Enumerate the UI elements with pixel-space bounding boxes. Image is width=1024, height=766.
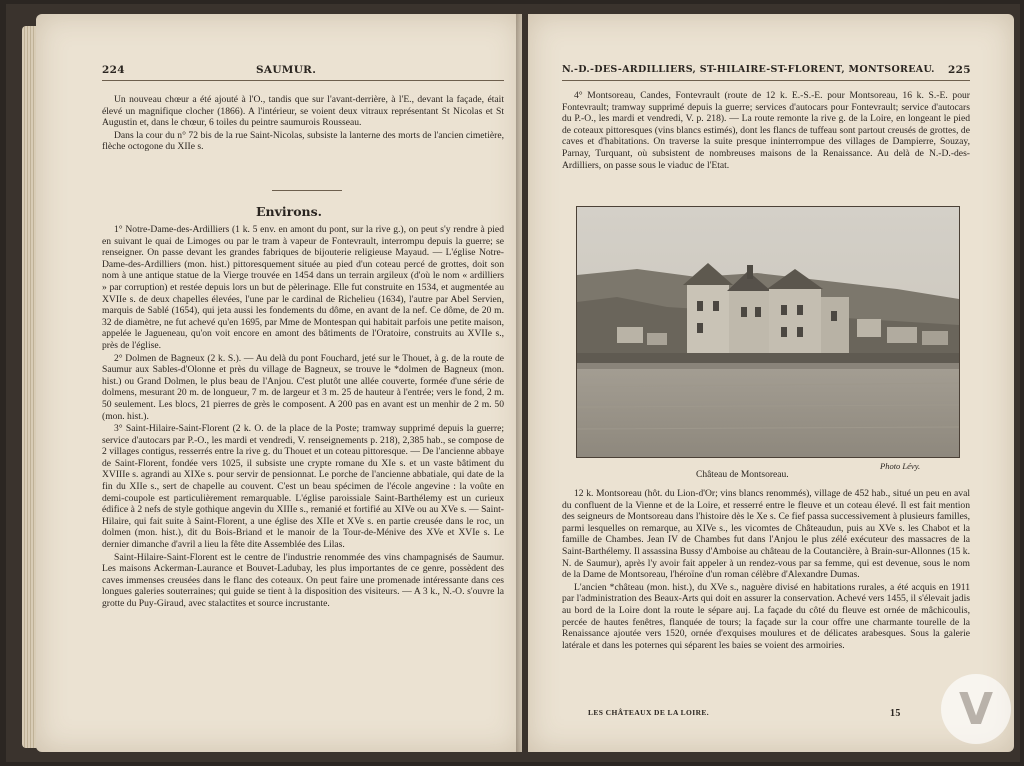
montsoreau-paragraph: 12 k. Montsoreau (hôt. du Lion-d'Or; vins blancs renommés), village de 452 hab., situé un peu en aval du confluent de la Vienne et de la Loire, et resserré entre le fleuve et un coteau élevé. Il est fait mention des seigneurs de Montsoreau dans l'histoire dès le Xe s. Ce fief passa successivement à plusieurs familles, parmi lesquelles on remarque, au XIVe s., les vicomtes de Châteaudun, puis au XVe s. les Chabot et la famille de Chambes. Jean IV de Chambes fut dans l'Anjou le plus zélé exécuteur des massacres de la Saint-Barthélemy. Il assassina Bussy d'Amboise au château de la Coutancière, à Brain-sur-Allonnes (15 k. N. de Saumur), après l'y avoir fait appeler à un rendez-vous par sa femme, qui est devenue, sous le nom de la Dame de Montsoreau, l'héroïne d'un roman célèbre d'Alexandre Dumas.	[562, 488, 970, 581]
left-body-text	[102, 224, 504, 724]
intro-paragraph-1: Un nouveau chœur a été ajouté à l'O., tandis que sur l'avant-derrière, à l'E., devant la façade, était élevé un magnifique clocher (1866). A l'intérieur, se voient deux vitraux représentant St Nicolas et St Augustin et, dans le chœur, 6 toiles du peintre saumurois Rousseau.	[102, 94, 504, 129]
left-running-head: SAUMUR.	[256, 64, 317, 76]
body-paragraph-ardilliers: 1° Notre-Dame-des-Ardilliers (1 k. 5 env. en amont du pont, sur la rive g.), on peut s'y rendre à pied en suivant le quai de Limoges ou par le tram à vapeur de Fontevrault, interrompu depuis la guerre; se renseigner. On passe devant les grandes fabriques de bijouterie religieuse Mayaud. — L'église Notre-Dame-des-Ardilliers (mon. hist.) pittoresquement située au pied d'un coteau percé de grottes, doit son nom à une antique statue de la Vierge trouvée en 1454 dans un terrain argileux (d'où le nom « ardilliers » par corruption) et restée depuis lors un but de pèlerinage. Elle fut construite en 1534, et augmentée au XVIIe s. de deux chapelles élevées, l'une par le cardinal de Richelieu (1634), l'autre par Abel Servien, marquis de Sablé (1654), qui jeta aussi les fondements du dôme, en avant de la nef. Ce dôme, de 20 m. 32 de diamètre, ne fut achevé qu'en 1695, par Mme de Montespan qui habitait parfois une petite maison, appelée le Jagueneau, qu'on voit encore en amont des bâtiments de l'Oratoire, construits au XVIIe s., près de l'église.	[102, 224, 504, 351]
left-head-rule	[102, 80, 504, 81]
left-page	[36, 14, 522, 752]
section-title: Environs.	[256, 204, 323, 219]
right-page	[528, 14, 1014, 752]
body-paragraph-saint-hilaire: 3° Saint-Hilaire-Saint-Florent (2 k. O. de la place de la Poste; tramway supprimé depuis la guerre; service d'autocars par P.-O., les mardi et vendredi, V. renseignements p. 218), 2,385 hab., se compose de 2 villages contigus, resserrés entre la rive g. du Thouet et un coteau pittoresque. — De l'ancienne abbaye de Saint-Florent, fondée vers 1025, il subsiste une crypte romane du XIe s. et un vaste bâtiment du XVIIIe s. agrandi au XIXe s. pour servir de pensionnat. Le porche de l'ancienne abbatiale, qui date de la fin du XIIe s., sert de chapelle au couvent. C'est un beau spécimen de l'école angevine : la voûte en demi-coupole est particulièrement remarquable. L'église paroissiale Saint-Barthélemy est un curieux édifice à 2 nefs de style gothique angevin du XIIIe s., remanié et fortifié au XIVe ou au XVe s. — Saint-Hilaire, qui fait suite à Saint-Florent, a une église des XIIe et XVe s. en partie creusée dans le roc, un dolmen (mon. hist.), dit du Bois-Briand et le manoir de la Tour-de-Ménive des XVe et XVIe s. Le dernier dimanche d'avril a lieu la fête dite Assemblée des Lilas.	[102, 423, 504, 551]
photo-credit: Photo Lévy.	[880, 461, 921, 471]
open-book	[6, 4, 1020, 762]
footer-title: LES CHÂTEAUX DE LA LOIRE.	[588, 708, 710, 717]
chateau-paragraph: L'ancien *château (mon. hist.), du XVe s., naguère divisé en habitations rurales, a été acquis en 1911 par l'administration des Beaux-Arts qui doit en assurer la conservation. Achevé vers 1455, il s'élevait jadis au bord de la Loire dont la route le sépare auj. La façade du côté du fleuve est ornée de mâchicoulis, percée de hautes fenêtres, flanquée de tours; la façade sur la cour offre une charmante tourelle de la Renaissance ajoutée vers 1520, ornée d'exquises moulures et de délicates arabesques. Sous la galerie latérale et dans les poternes qui séparent les baies se voient des armoiries.	[562, 581, 970, 651]
body-paragraph-vins: Saint-Hilaire-Saint-Florent est le centre de l'industrie renommée des vins champagnisés de Saumur. Les maisons Ackerman-Laurance et Bouvet-Ladubay, les plus importantes de ce genre, possèdent des caves immenses creusées dans le flanc des coteaux. On peut faire une promenade intéressante dans ces longues galeries souterraines; qui guide se tient à la disposition des visiteurs. — A 3 k., N.-O. s'ouvre la grotte du Puy-Giraud, avec stalactites et source incrustante.	[102, 551, 504, 609]
right-running-head: N.-D.-DES-ARDILLIERS, ST-HILAIRE-ST-FLORENT, MONTSOREAU.	[562, 64, 935, 75]
chateau-photo	[576, 206, 960, 458]
right-top-text	[562, 90, 970, 198]
watermark-logo: V	[941, 674, 1011, 744]
route-paragraph: 4° Montsoreau, Candes, Fontevrault (route de 12 k. E.-S.-E. pour Montsoreau, 16 k. S.-E. pour Fontevrault; tramway supprimé depuis la guerre; services d'autocars pour Fontevrault; service d'autocars du P.-O., les mardi et vendredi, V. p. 218). — La route remonte la rive g. de la Loire, en longeant le pied de coteaux pittoresques (vins blancs estimés), dont les flancs de tuffeau sont partout creusés de grottes, de caves et d'habitations. On traverse la suite presque ininterrompue des villages de Dampierre, Souzay, Parnay, Turquant, où subsistent de nombreuses maisons de la Renaissance. Au delà de N.-D.-des-Ardilliers, on passe sous le viaduc de l'Etat.	[562, 90, 970, 171]
footer-sheet-number: 15	[890, 708, 901, 719]
body-paragraph-dolmen: 2° Dolmen de Bagneux (2 k. S.). — Au delà du pont Fouchard, jeté sur le Thouet, à g. de la route de Saumur aux Sables-d'Olonne et près du village de Bagneux, se trouve le *dolmen de Bagneux (mon. hist.) ou Grand Dolmen, le plus beau de l'Anjou. C'est plutôt une allée couverte, formée d'une série de dolmens, mesurant 20 m. de longueur, 7 m. de largeur et 3 m. 25 de hauteur à l'entrée; vers le fond, 2 m. 50 seulement. Les blocs, 21 pierres de grès le composent. A 200 pas en avant est un menhir de 2 m. 50 (mon. hist.).	[102, 352, 504, 422]
intro-paragraph-2: Dans la cour du n° 72 bis de la rue Saint-Nicolas, subsiste la lanterne des morts de l'ancien cimetière, flèche octogone du XIIe s.	[102, 129, 504, 153]
left-intro-text	[102, 94, 504, 154]
section-divider	[272, 190, 342, 191]
photo-caption: Château de Montsoreau.	[696, 470, 789, 480]
right-head-rule	[562, 80, 970, 81]
left-page-number: 224	[102, 64, 125, 76]
right-bottom-text	[562, 488, 970, 700]
chateau-photo-image	[577, 207, 959, 457]
right-page-number: 225	[948, 64, 971, 76]
